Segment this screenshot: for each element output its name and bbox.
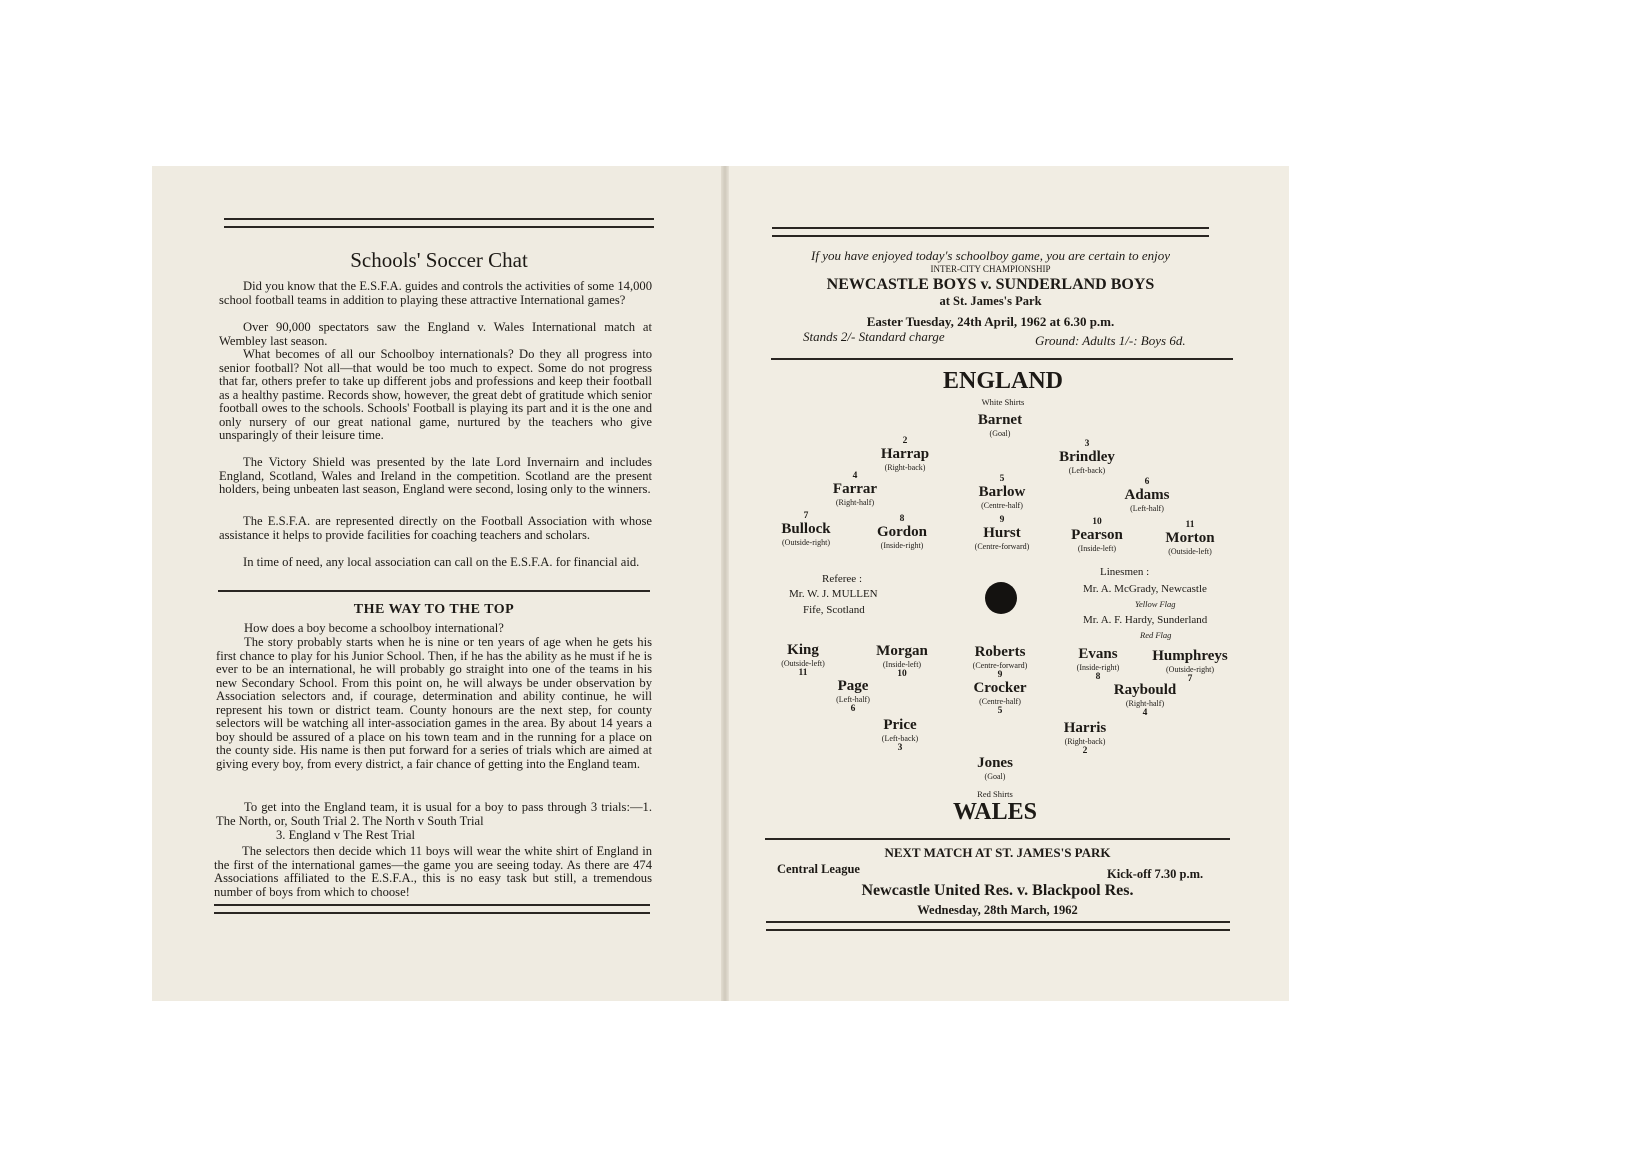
- england-shirts: White Shirts: [981, 397, 1025, 407]
- linesman-name: Mr. A. F. Hardy, Sunderland: [1083, 614, 1208, 626]
- linesmen-label: Linesmen :: [1100, 566, 1150, 578]
- player-position: (Inside-right): [880, 541, 924, 550]
- player-name: Brindley: [1059, 449, 1115, 465]
- wales-player: [945, 644, 1055, 680]
- player-number: 9: [997, 670, 1003, 680]
- player-position: (Inside-left): [1077, 544, 1117, 553]
- linesman-name: Mr. A. McGrady, Newcastle: [1083, 583, 1207, 595]
- way-paragraph: The selectors then decide which 11 boys will wear the white shirt of England in the first of the international games—the game you are seeing today. As there are 474 Associations affiliated to the E.S.F.A., this is no easy task but still, a tremendous number of boys from which to choose!: [214, 844, 652, 899]
- linesman-flag: Yellow Flag: [1135, 599, 1176, 609]
- chat-paragraph: What becomes of all our Schoolboy internationals? Do they all progress into senior football? Not all—that would be too much to expect. Some do not progress that far, others prefer to take up different jobs and professions and keep their football as a healthy pastime. Records show, however, the great debt of gratitude which senior football owes to the schools. Schools' Football is playing its part and it is the one and only nursery of our great national game, nurtured by the teachers who give unsparingly of their leisure time.: [219, 347, 652, 442]
- way-title: THE WAY TO THE TOP: [353, 602, 515, 617]
- player-name: Pearson: [1071, 527, 1123, 543]
- player-name: Harris: [1063, 720, 1107, 736]
- england-player: [850, 436, 960, 472]
- england-player: [1140, 520, 1240, 556]
- player-position: (Left-back): [881, 734, 919, 743]
- england-title: ENGLAND: [942, 368, 1063, 394]
- way-paragraph: To get into the England team, it is usual for a boy to pass through 3 trials:—1. The North, or, South Trial 2. The North v South Trial: [216, 800, 652, 828]
- bottom-double-rule: [766, 921, 1230, 931]
- player-number: 11: [798, 668, 808, 678]
- england-player: [847, 514, 957, 550]
- chat-paragraph: In time of need, any local association can call on the E.S.F.A. for financial aid.: [243, 555, 640, 569]
- england-player: [751, 511, 861, 547]
- player-name: Roberts: [974, 644, 1026, 660]
- player-number: 8: [1095, 672, 1101, 682]
- top-double-rule: [224, 218, 654, 228]
- chat-paragraph: The Victory Shield was presented by the late Lord Invernairn and includes England, Scotland, Wales and Ireland in the competition. Scotland are the present holders, being unbeaten last season, England were second, losing only to the winners.: [219, 455, 652, 496]
- next-match-league: Central League: [777, 862, 860, 876]
- player-name: Jones: [977, 755, 1013, 771]
- chat-title: Schools' Soccer Chat: [350, 248, 528, 272]
- player-number: 5: [997, 706, 1003, 716]
- england-player: [1042, 517, 1152, 553]
- next-match-title: NEXT MATCH AT ST. JAMES'S PARK: [884, 845, 1111, 860]
- promo-intro: If you have enjoyed today's schoolboy game, you are certain to enjoy: [811, 248, 1170, 263]
- player-position: (Centre-half): [981, 501, 1023, 510]
- page-fold: [721, 166, 729, 1001]
- wales-shirts: Red Shirts: [977, 789, 1013, 799]
- next-match-date: Wednesday, 28th March, 1962: [917, 903, 1078, 917]
- player-name: Humphreys: [1152, 648, 1228, 664]
- england-player: [947, 515, 1057, 551]
- referee-label: Referee :: [822, 573, 862, 585]
- england-player: [1092, 477, 1202, 513]
- player-name: Raybould: [1113, 682, 1177, 698]
- player-position: (Centre-half): [979, 697, 1021, 706]
- player-name: Page: [837, 678, 869, 694]
- player-name: Farrar: [832, 481, 878, 497]
- player-name: Morgan: [876, 643, 928, 659]
- player-position: (Inside-left): [882, 660, 922, 669]
- england-player: [945, 412, 1055, 438]
- wales-player: [850, 717, 950, 753]
- player-number: 6: [850, 704, 856, 714]
- way-paragraph: How does a boy become a schoolboy international?: [244, 621, 504, 635]
- player-position: (Right-back): [884, 463, 926, 472]
- section-rule: [218, 590, 650, 592]
- player-number: 3: [1084, 439, 1090, 449]
- england-player: [947, 474, 1057, 510]
- chat-paragraph: Over 90,000 spectators saw the England v. Wales International match at Wembley last season.: [219, 320, 652, 348]
- player-name: Harrap: [880, 446, 930, 462]
- player-number: 7: [803, 511, 809, 521]
- player-name: Gordon: [876, 524, 927, 540]
- player-position: (Left-half): [836, 695, 870, 704]
- player-name: Price: [883, 717, 917, 733]
- player-name: Morton: [1165, 530, 1215, 546]
- wales-player: [1090, 682, 1200, 718]
- player-number: 2: [902, 436, 908, 446]
- player-number: 8: [899, 514, 905, 524]
- player-position: (Outside-right): [1166, 665, 1214, 674]
- wales-player: [945, 755, 1045, 781]
- wales-player: [945, 680, 1055, 716]
- player-number: 6: [1144, 477, 1150, 487]
- player-position: (Goal): [984, 772, 1006, 781]
- player-name: Crocker: [973, 680, 1027, 696]
- player-number: 4: [852, 471, 858, 481]
- football-icon: [985, 582, 1017, 614]
- player-position: (Right-half): [1125, 699, 1165, 708]
- player-number: 7: [1187, 674, 1193, 684]
- wales-player: [803, 678, 903, 714]
- referee-name: Mr. W. J. MULLEN: [789, 588, 878, 600]
- player-position: (Outside-left): [781, 659, 825, 668]
- player-name: Barnet: [977, 412, 1023, 428]
- player-number: 9: [999, 515, 1005, 525]
- england-player: [1032, 439, 1142, 475]
- player-name: Adams: [1124, 487, 1170, 503]
- next-match-kickoff: Kick-off 7.30 p.m.: [1107, 867, 1204, 881]
- top-double-rule: [772, 227, 1209, 237]
- wales-title: WALES: [952, 799, 1038, 825]
- player-number: 4: [1142, 708, 1148, 718]
- promo-date: Easter Tuesday, 24th April, 1962 at 6.30 p.m.: [866, 314, 1115, 329]
- chat-paragraph: The E.S.F.A. are represented directly on the Football Association with whose assistance it helps to provide facilities for coaching teachers and scholars.: [219, 514, 652, 542]
- promo-venue: at St. James's Park: [939, 294, 1042, 308]
- england-player: [800, 471, 910, 507]
- next-match-fixture: Newcastle United Res. v. Blackpool Res.: [861, 882, 1134, 899]
- player-number: 3: [897, 743, 903, 753]
- bottom-double-rule: [214, 904, 650, 914]
- wales-player: [1035, 720, 1135, 756]
- player-position: (Inside-right): [1076, 663, 1120, 672]
- way-paragraph: The story probably starts when he is nine or ten years of age when he gets his first chance to play for his Junior School. Then, if he has the ability as he must if he is ever to be an international, he will probably go straight into one of the teams in his new Secondary School. From this point on, he will always be under observation by Association selectors and, if courage, determination and ability continue, he will represent his town or district team. County honours are the next step, for county selectors will be watching all inter-association games in the area. By about 14 years a boy should be assured of a place on his town team and in the running for a place on the county side. His name is then put forward for a series of trials which are aimed at giving every boy, from every district, a fair chance of getting into the England team.: [216, 635, 652, 771]
- player-name: Hurst: [983, 525, 1021, 541]
- promo-competition: INTER-CITY CHAMPIONSHIP: [930, 264, 1051, 274]
- section-rule: [765, 838, 1230, 840]
- player-name: Barlow: [978, 484, 1026, 500]
- referee-from: Fife, Scotland: [803, 604, 865, 616]
- player-position: (Goal): [989, 429, 1011, 438]
- chat-paragraph: Did you know that the E.S.F.A. guides and controls the activities of some 14,000 school football teams in addition to playing these attractive International games?: [219, 279, 652, 307]
- wales-player: [1135, 648, 1245, 684]
- player-position: (Right-back): [1064, 737, 1106, 746]
- player-number: 11: [1185, 520, 1195, 530]
- player-position: (Left-back): [1068, 466, 1106, 475]
- player-position: (Outside-left): [1168, 547, 1212, 556]
- player-name: King: [787, 642, 819, 658]
- player-position: (Centre-forward): [974, 542, 1030, 551]
- linesman-flag: Red Flag: [1140, 630, 1172, 640]
- player-number: 2: [1082, 746, 1088, 756]
- player-position: (Outside-right): [782, 538, 830, 547]
- player-number: 5: [999, 474, 1005, 484]
- player-name: Bullock: [781, 521, 831, 537]
- player-position: (Centre-forward): [972, 661, 1028, 670]
- wales-player: [847, 643, 957, 679]
- promo-ground: Ground: Adults 1/-: Boys 6d.: [1035, 333, 1186, 348]
- player-position: (Right-half): [835, 498, 875, 507]
- player-name: Evans: [1078, 646, 1118, 662]
- section-rule: [771, 358, 1233, 360]
- player-number: 10: [897, 669, 907, 679]
- wales-player: [753, 642, 853, 678]
- promo-fixture: NEWCASTLE BOYS v. SUNDERLAND BOYS: [826, 276, 1155, 293]
- way-paragraph: 3. England v The Rest Trial: [276, 828, 415, 842]
- player-position: (Left-half): [1130, 504, 1164, 513]
- promo-stands: Stands 2/- Standard charge: [803, 329, 945, 344]
- player-number: 10: [1092, 517, 1102, 527]
